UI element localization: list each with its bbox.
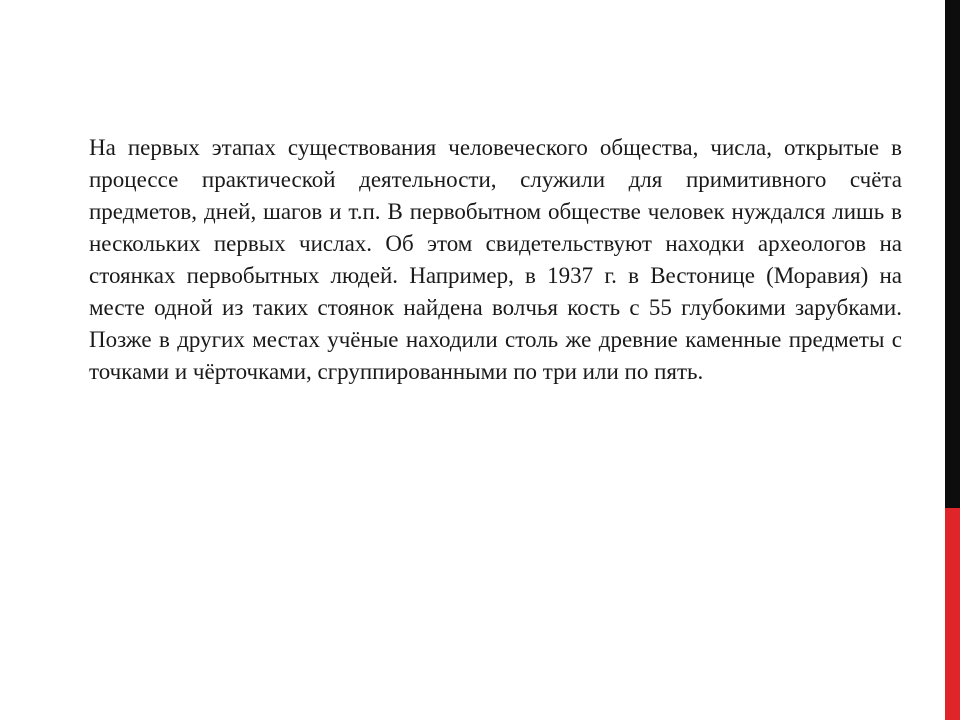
slide-side-bar bbox=[945, 0, 960, 720]
side-bar-dark-segment bbox=[945, 0, 960, 508]
body-paragraph: На первых этапах существования человеческого общества, числа, открытые в процессе практической деятельности, служили для примитивного счёта предметов, дней, шагов и т.п. В первобытном обществе человек нуждался лишь в нескольких первых числах. Об этом свидетельствуют находки археологов на стоянках первобытных людей. Например, в 1937 г. в Вестонице (Моравия) на месте одной из таких стоянок найдена волчья кость с 55 глубокими зарубками. Позже в других местах учёные находили столь же древние каменные предметы с точками и чёрточками, сгруппированными по три или по пять. bbox=[89, 135, 902, 384]
side-bar-accent-segment bbox=[945, 508, 960, 720]
